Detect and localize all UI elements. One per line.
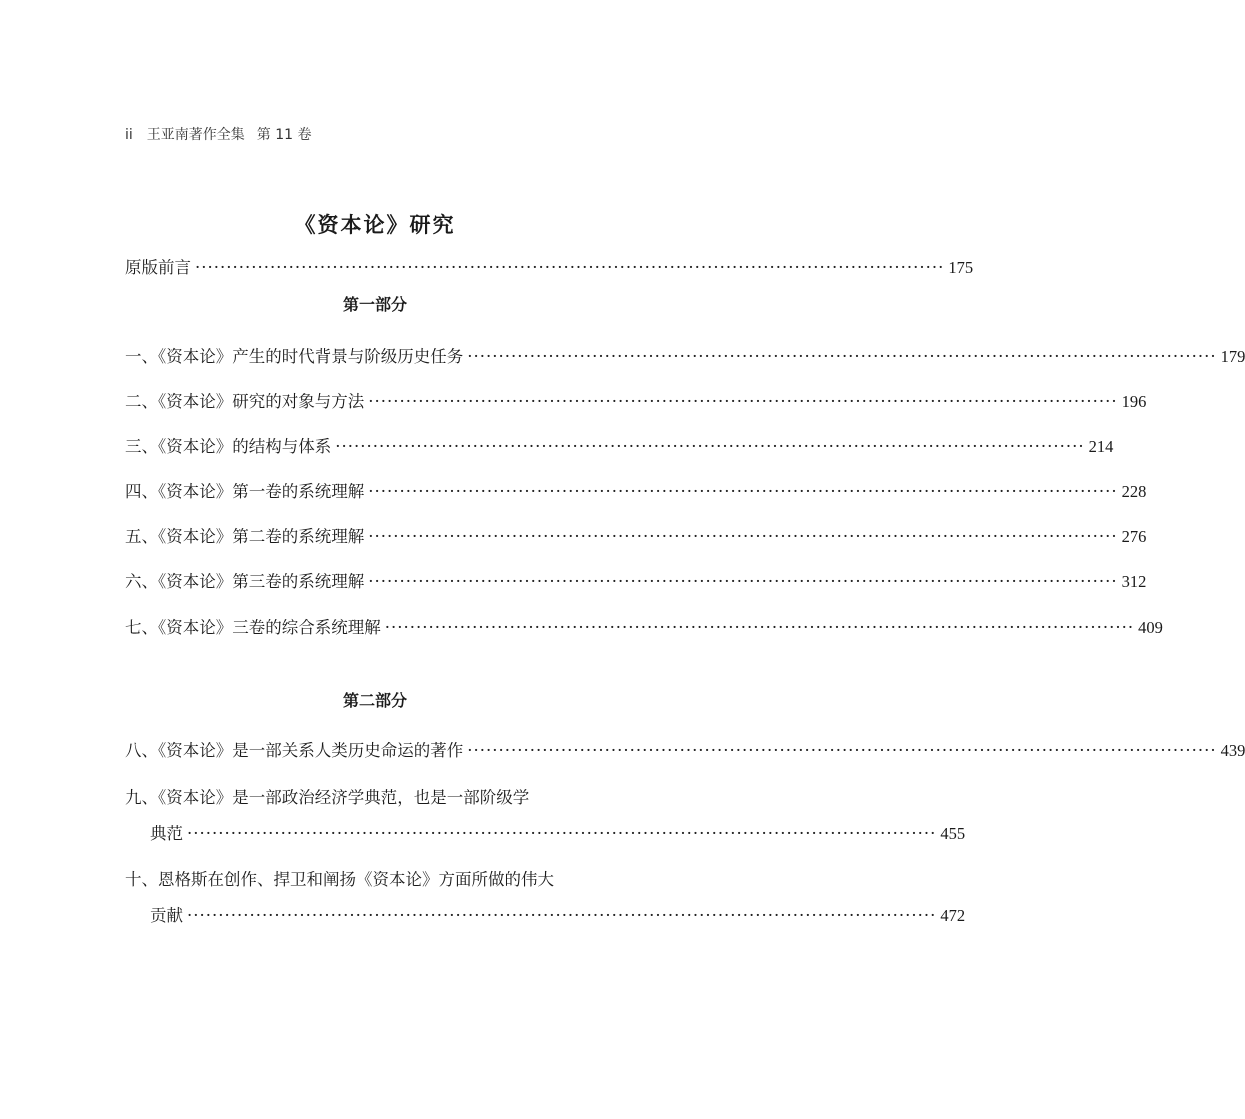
entry-label: 贡献 [150,906,183,925]
entry-label: 五、《资本论》第二卷的系统理解 [125,527,365,546]
toc-entry[interactable] [125,525,1147,549]
entry-label: 一、《资本论》产生的时代背景与阶级历史任务 [125,347,464,366]
entry-page: 409 [1138,618,1163,637]
part-two-heading: 第二部分 [342,691,407,710]
leader-dots: ························································································································ [368,392,1118,411]
entry-page: 214 [1088,437,1114,456]
entry-page: 455 [940,824,966,843]
entry-page: 472 [940,906,966,925]
entry-page: 179 [1220,347,1245,366]
toc-entry-preface[interactable] [125,256,974,280]
leader-dots: ························································································································ [467,347,1217,366]
entry-label: 典范 [150,824,183,843]
entry-label: 原版前言 [125,258,191,277]
leader-dots: ························································································································ [467,741,1217,760]
toc-entry[interactable] [125,390,1147,414]
leader-dots: ························································································································ [335,437,1085,456]
entry-page: 196 [1121,392,1147,411]
entry-page: 228 [1121,482,1147,501]
book-title: 《资本论》研究 [294,212,456,237]
leader-dots: ························································································································ [368,482,1118,501]
leader-dots: ························································································································ [384,618,1135,637]
entry-page: 276 [1121,527,1147,546]
entry-page: 439 [1220,741,1245,760]
toc-entry-line[interactable]: 十、恩格斯在创作、捍卫和阐扬《资本论》方面所做的伟大 [125,870,554,889]
toc-entry-line[interactable]: 九、《资本论》是一部政治经济学典范，也是一部阶级学 [125,788,530,807]
part-one-heading: 第一部分 [342,295,407,314]
toc-entry[interactable] [125,616,1163,640]
entry-label: 二、《资本论》研究的对象与方法 [125,392,365,411]
entry-label: 七、《资本论》三卷的综合系统理解 [125,618,381,637]
toc-entry[interactable] [150,904,966,928]
toc-entry[interactable] [125,480,1147,504]
collection-title: 王亚南著作全集 [146,127,245,143]
toc-entry[interactable] [125,435,1114,459]
running-header [125,124,312,144]
toc-entry[interactable] [150,822,966,846]
leader-dots: ························································································································ [368,527,1118,546]
leader-dots: ························································································································ [187,906,937,925]
leader-dots: ························································································································ [368,572,1118,591]
entry-label: 六、《资本论》第三卷的系统理解 [125,572,365,591]
entry-page: 175 [948,258,974,277]
volume-label: 第 11 卷 [256,127,312,143]
toc-entry[interactable] [125,570,1147,594]
leader-dots: ························································································································ [195,258,945,277]
leader-dots: ························································································································ [187,824,937,843]
toc-entry[interactable] [125,345,1245,369]
page-number: ii [125,127,133,143]
entry-page: 312 [1121,572,1147,591]
entry-label: 三、《资本论》的结构与体系 [125,437,332,456]
toc-entry[interactable] [125,739,1245,763]
entry-label: 四、《资本论》第一卷的系统理解 [125,482,365,501]
entry-label: 八、《资本论》是一部关系人类历史命运的著作 [125,741,464,760]
